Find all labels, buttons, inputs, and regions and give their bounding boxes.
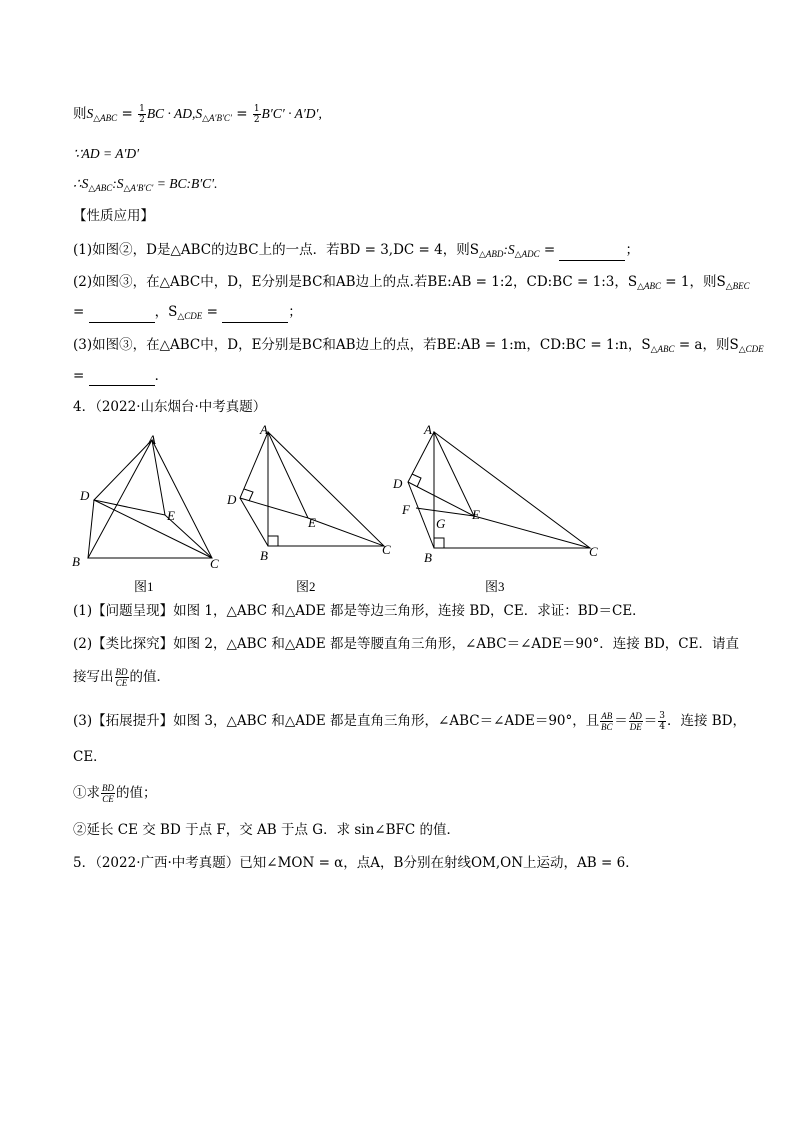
text: = (202, 304, 223, 320)
label-e: E (167, 508, 175, 523)
figure-2 (224, 420, 394, 570)
text: ； (625, 242, 639, 258)
figure-1 (70, 430, 230, 570)
subscript: △ABD (478, 249, 504, 259)
answer-blank[interactable] (559, 246, 625, 261)
subscript: △ABC (637, 281, 662, 291)
fraction-half: $\frac{1}{2}$ (253, 104, 260, 125)
text: = (73, 304, 89, 320)
area-formula-line (73, 104, 322, 125)
fraction-ad-de: $\frac{AD}{DE}$ (629, 711, 642, 732)
label-d: D (80, 488, 90, 503)
subscript: △ADC (514, 249, 540, 259)
question-2 (73, 272, 750, 293)
label-c: C (589, 544, 598, 559)
text: :S (503, 242, 515, 257)
answer-blank[interactable] (222, 308, 288, 323)
question-3-cont (73, 366, 168, 386)
label-c: C (210, 556, 219, 570)
problem-4-header: 4．（2022·山东烟台·中考真题） (73, 399, 267, 415)
p4-sub-2: ②延长 CE 交 BD 于点 F，交 AB 于点 G．求 sin∠BFC 的值． (73, 822, 461, 838)
text: ①求 (73, 785, 100, 801)
triangle-ade-fig3 (408, 432, 474, 516)
text: ，S (154, 304, 178, 320)
label-d: D (393, 476, 403, 491)
p4-part-3 (73, 711, 746, 732)
fraction-3-4: $\frac{3}{4}$ (659, 711, 665, 732)
label-f: F (402, 502, 410, 517)
fraction-half: $\frac{1}{2}$ (139, 104, 145, 125)
fraction-ab-bc: $\frac{AB}{BC}$ (601, 711, 613, 732)
text: ． (154, 368, 169, 384)
term: BC · AD, (146, 106, 196, 121)
label-b: B (72, 554, 80, 569)
text: = a，则S (674, 337, 739, 353)
label-c: C (382, 542, 391, 557)
term: B′C′ · A′D′, (261, 106, 322, 121)
text: = (539, 242, 560, 258)
p4-part-3-cont: CE． (73, 749, 107, 765)
subscript: △ABC (93, 113, 118, 123)
p4-part-2-cont (73, 667, 170, 688)
triangle-ade-fig1 (94, 440, 165, 515)
text: ； (288, 304, 302, 320)
text: (3)【拓展提升】如图 3，△ABC 和△ADE 都是直角三角形，∠ABC＝∠ADE＝90°，且 (73, 713, 600, 729)
text: 接写出 (73, 669, 114, 685)
figure-1-caption: 图1 (134, 579, 154, 594)
label-a: A (424, 422, 432, 437)
figure-3 (390, 420, 610, 570)
label-e: E (472, 507, 480, 522)
subscript: △A′B′C′ (123, 183, 154, 193)
text-ze: 则 (73, 106, 87, 122)
equals: ＝ (614, 713, 628, 729)
subscript: △ABC (650, 344, 675, 354)
equals: = (117, 106, 138, 122)
ad-equal-line: ∵AD = A′D′ (73, 146, 140, 161)
problem-5: 5．（2022·广西·中考真题）已知∠MON = α，点A，B分别在射线OM,ON上运动，AB = 6． (73, 855, 639, 871)
answer-blank[interactable] (89, 308, 155, 323)
subscript: △BEC (725, 281, 750, 291)
question-2-cont (73, 302, 302, 323)
label-b: B (260, 548, 268, 563)
label-d: D (227, 492, 237, 507)
s-symbol: S (86, 106, 94, 121)
answer-blank[interactable] (89, 371, 155, 386)
figure-3-caption: 图3 (485, 579, 505, 594)
label-a: A (148, 432, 156, 447)
area-ratio-line (73, 174, 217, 195)
figure-2-caption: 图2 (296, 579, 316, 594)
text: :S (112, 176, 124, 191)
triangle-abc-fig3 (434, 432, 590, 548)
section-heading: 【性质应用】 (73, 208, 154, 224)
triangle-abc-fig2 (268, 432, 384, 546)
p4-part-2: (2)【类比探究】如图 2，△ABC 和△ADE 都是等腰直角三角形，∠ABC＝∠ADE＝90°．连接 BD，CE．请直 (73, 636, 739, 652)
text: = 1，则S (661, 274, 726, 290)
label-a: A (260, 422, 268, 437)
text: = BC:B′C′. (153, 176, 218, 191)
s-symbol: S (195, 106, 203, 121)
text: (1)如图②，D是△ABC的边BC上的一点．若BD = 3,DC = 4，则S (73, 242, 479, 258)
text: = (73, 368, 89, 384)
equals: ＝ (643, 713, 658, 729)
text: ∴S (73, 176, 89, 191)
fraction-bd-ce: $\frac{BD}{CE}$ (115, 667, 128, 688)
label-g: G (436, 516, 446, 531)
question-3 (73, 335, 764, 356)
text: 的值； (116, 785, 157, 801)
question-1 (73, 240, 639, 261)
text: (2)如图③，在△ABC中，D，E分别是BC和AB边上的点.若BE:AB = 1:2，CD:BC = 1:3，S (73, 274, 638, 290)
text: ．连接 BD， (667, 713, 747, 729)
triangle-ade-fig2 (240, 432, 308, 518)
p4-part-1: (1)【问题呈现】如图 1，△ABC 和△ADE 都是等边三角形，连接 BD，CE．求证：BD＝CE． (73, 603, 646, 619)
subscript: △CDE (738, 344, 764, 354)
subscript: △CDE (177, 311, 203, 321)
p4-sub-1 (73, 783, 157, 804)
label-e: E (308, 515, 316, 530)
subscript: △A′B′C′ (202, 113, 232, 123)
text: (3)如图③，在△ABC中，D，E分别是BC和AB边上的点，若BE:AB = 1:m，CD:BC = 1:n，S (73, 337, 651, 353)
fraction-bd-ce: $\frac{BD}{CE}$ (102, 783, 114, 804)
triangle-abc-fig1 (88, 440, 212, 558)
label-b: B (424, 550, 432, 565)
text: 的值． (129, 669, 170, 685)
subscript: △ABC (88, 183, 113, 193)
equals: = (231, 106, 252, 122)
